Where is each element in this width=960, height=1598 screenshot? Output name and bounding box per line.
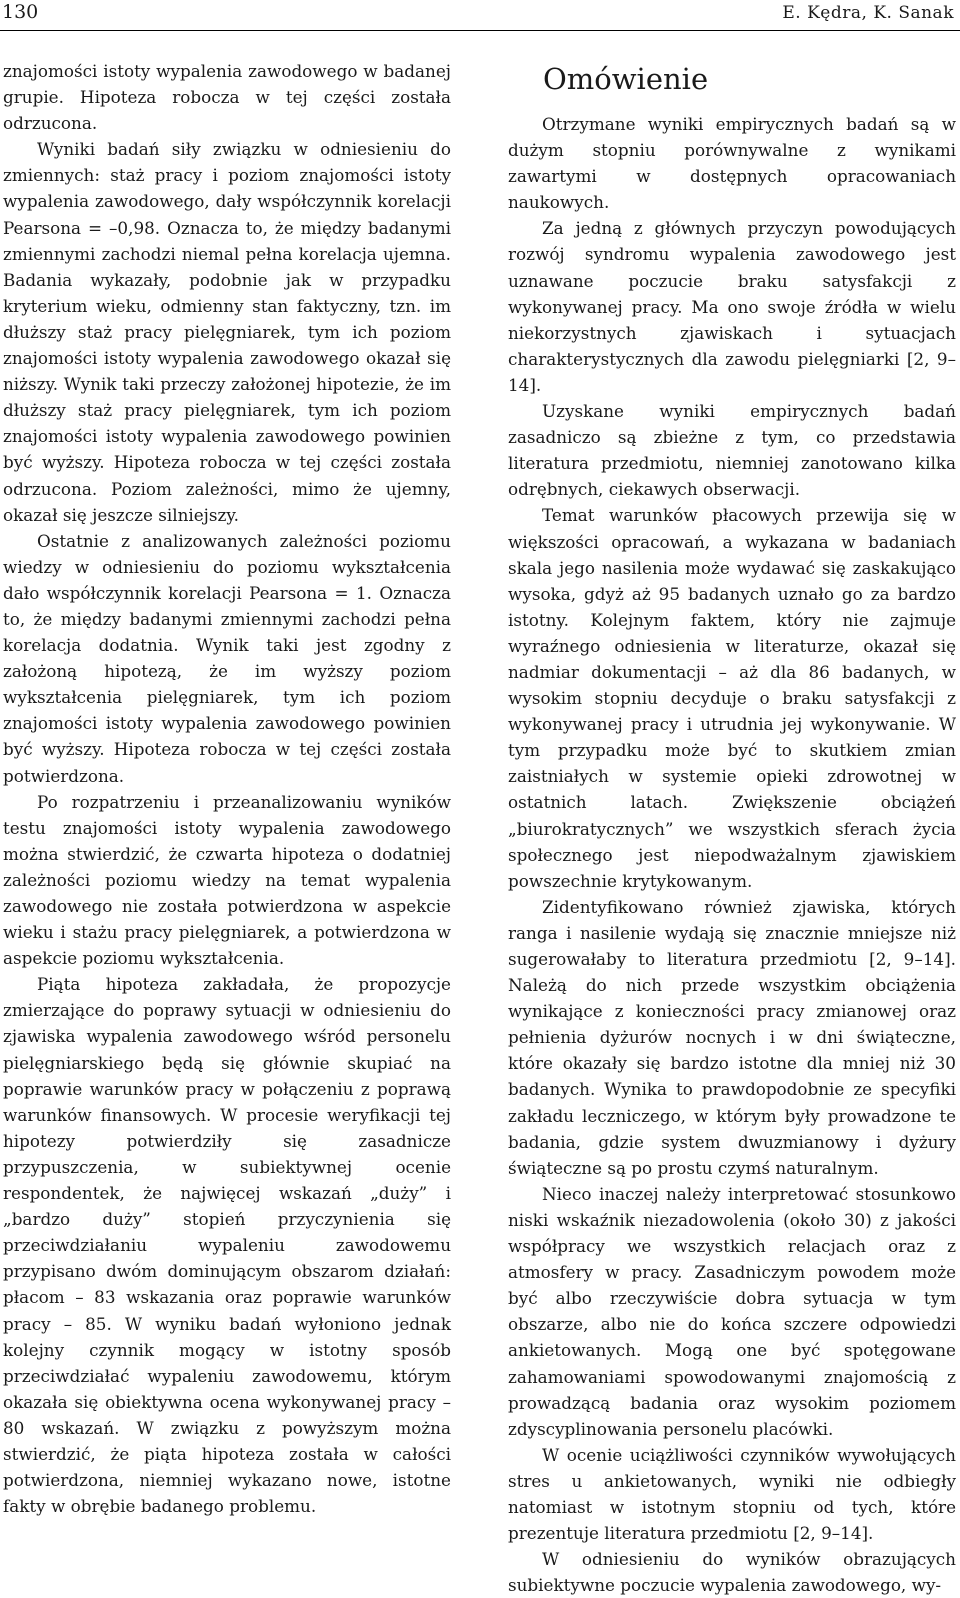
paragraph: Wyniki badań siły związku w odniesieniu do zmiennych: staż pracy i poziom znajomości istoty wypalenia zawodowego, dały współczynnik korelacji Pearsona = –0,98. Oznacza to, że między badanymi zmiennymi zachodzi niemal pełna korelacja ujemna. Badania wykazały, podobnie jak w przypadku kryterium wieku, odmienny stan faktyczny, tzn. im dłuższy staż pracy pielęgniarek, tym ich poziom znajomości istoty wypalenia zawodowego okazał się niższy. Wynik taki przeczy założonej hipotezie, że im dłuższy staż pracy pielęgniarek, tym ich poziom znajomości istoty wypalenia zawodowego powinien być wyższy. Hipoteza robocza w tej części została odrzucona. Poziom zależności, mimo że ujemny, okazał się jeszcze silniejszy. xyxy=(3,139,451,525)
header-rule xyxy=(0,30,960,31)
paragraph: Uzyskane wyniki empirycznych badań zasadniczo są zbieżne z tym, co przedstawia literatura przedmiotu, niemniej zanotowano kilka odrębnych, ciekawych obserwacji. xyxy=(508,401,956,500)
paragraph: W ocenie uciążliwości czynników wywołujących stres u ankietowanych, wyniki nie odbiegły natomiast w istotnym stopniu od tych, które prezentuje literatura przedmiotu [2, 9–14]. xyxy=(508,1444,956,1544)
paragraph: Otrzymane wyniki empirycznych badań są w dużym stopniu porównywalne z wynikami zawartymi w dostępnych opracowaniach naukowych. xyxy=(508,114,956,213)
paragraph: W odniesieniu do wyników obrazujących subiektywne poczucie wypalenia zawodowego, wy- xyxy=(508,1549,956,1596)
section-title: Omówienie xyxy=(543,62,709,96)
paragraph: Po rozpatrzeniu i przeanalizowaniu wyników testu znajomości istoty wypalenia zawodowego można stwierdzić, że czwarta hipoteza o dodatniej zależności poziomu wiedzy na temat wypalenia zawodowego nie została potwierdzona w aspekcie wieku i stażu pracy pielęgniarek, a potwierdzona w aspekcie poziomu wykształcenia. xyxy=(3,791,451,969)
running-head: E. Kędra, K. Sanak xyxy=(782,3,954,23)
paragraph: Nieco inaczej należy interpretować stosunkowo niski wskaźnik niezadowolenia (około 30) z jakości współpracy we wszystkich relacjach oraz z atmosfery w pracy. Zasadniczym powodem może być albo rzeczywiście dobra sytuacja w tym obszarze, albo nie do końca szczere odpowiedzi ankietowanych. Mogą one być spotęgowane zahamowaniami spowodowanymi znajomością z prowadzącą badania oraz wysokim poziomem zdyscyplinowania personelu placówki. xyxy=(508,1183,956,1439)
left-column xyxy=(3,58,451,1519)
paragraph: Za jedną z głównych przyczyn powodujących rozwój syndromu wypalenia zawodowego jest uznawane poczucie braku satysfakcji z wykonywanej pracy. Ma ono swoje źródła w wielu niekorzystnych zjawiskach i sytuacjach charakterystycznych dla zawodu pielęgniarki [2, 9–14]. xyxy=(508,218,956,395)
page-number: 130 xyxy=(2,1,39,23)
paragraph: Ostatnie z analizowanych zależności poziomu wiedzy w odniesieniu do poziomu wykształcenia dało współczynnik korelacji Pearsona = 1. Oznacza to, że między badanymi zmiennymi zachodzi pełna korelacja dodatnia. Wynik taki jest zgodny z założoną hipotezą, że im wyższy poziom wykształcenia pielęgniarek, tym ich poziom znajomości istoty wypalenia zawodowego powinien być wyższy. Hipoteza robocza w tej części została potwierdzona. xyxy=(3,530,451,786)
paragraph: Zidentyfikowano również zjawiska, których ranga i nasilenie wydają się znacznie mniejsze niż sugerowałaby to literatura przedmiotu [2, 9–14]. Należą do nich przede wszystkim obciążenia wynikające z konieczności pracy zmianowej oraz pełnienia dyżurów nocnych i w dni świąteczne, które okazały się bardzo istotne dla mniej niż 30 badanych. Wynika to prawdopodobnie ze specyfiki zakładu leczniczego, w którym były prowadzone te badania, gdzie system dwuzmianowy i dyżury świąteczne są po prostu czymś naturalnym. xyxy=(508,896,956,1178)
right-column xyxy=(508,60,956,1598)
paragraph: znajomości istoty wypalenia zawodowego w badanej grupie. Hipoteza robocza w tej części została odrzucona. xyxy=(3,61,451,134)
paragraph: Piąta hipoteza zakładała, że propozycje zmierzające do poprawy sytuacji w odniesieniu do zjawiska wypalenia zawodowego wśród personelu pielęgniarskiego będą się głównie skupiać na poprawie warunków pracy w połączeniu z poprawą warunków finansowych. W procesie weryfikacji tej hipotezy potwierdziły się zasadnicze przypuszczenia, w subiektywnej ocenie respondentek, że najwięcej wskazań „duży” i „bardzo duży” stopień przyczynienia się przeciwdziałaniu wypaleniu zawodowemu przypisano dwóm dominującym obszarom działań: płacom – 83 wskazania oraz poprawie warunków pracy – 85. W wyniku badań wyłoniono jednak kolejny czynnik mogący w istotny sposób przeciwdziałać wypaleniu zawodowemu, którym okazała się obiektywna ocena wykonywanej pracy – 80 wskazań. W związku z powyższym można stwierdzić, że piąta hipoteza została w całości potwierdzona, niemniej wykazano nowe, istotne fakty w obrębie badanego problemu. xyxy=(3,974,451,1517)
paragraph: Temat warunków płacowych przewija się w większości opracowań, a wykazana w badaniach skala jego nasilenia może wydawać się zaskakująco wysoka, gdyż aż 95 badanych uznało go za bardzo istotny. Kolejnym faktem, który nie zajmuje wyraźnego odniesienia w literaturze, okazał się nadmiar dokumentacji – aż dla 86 badanych, w wysokim stopniu decyduje o braku satysfakcji z wykonywanej pracy i utrudnia jej wykonywanie. W tym przypadku może być to skutkiem zmian zaistniałych w systemie opieki zdrowotnej w ostatnich latach. Zwiększenie obciążeń „biurokratycznych” we wszystkich sferach życia społecznego jest niepodważalnym zjawiskiem powszechnie krytykowanym. xyxy=(508,505,956,891)
page-header xyxy=(0,0,960,24)
